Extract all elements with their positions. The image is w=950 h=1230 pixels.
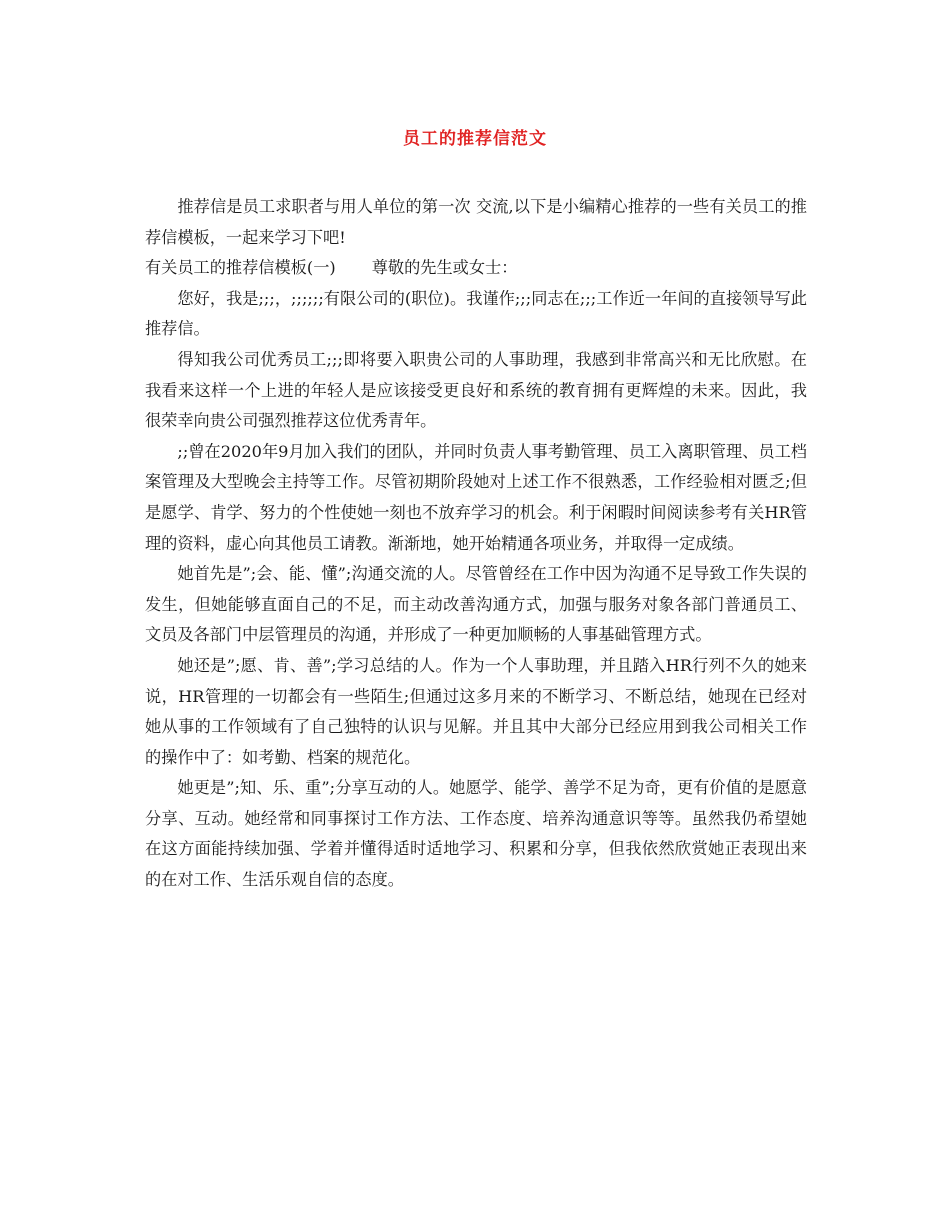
body-paragraph: 她还是”;愿、肯、善”;学习总结的人。作为一个人事助理，并且踏入HR行列不久的她来说，HR管理的一切都会有一些陌生;但通过这多月来的不断学习、不断总结，她现在已经对她从事的工作领域有了自己独特的认识与见解。并且其中大部分已经应用到我公司相关工作的操作中了：如考勤、档案的规范化。 [145,655,807,767]
template-heading: 有关员工的推荐信模板(一) [145,258,336,278]
body-paragraph: ;;曾在2020年9月加入我们的团队，并同时负责人事考勤管理、员工入离职管理、员工档案管理及大型晚会主持等工作。尽管初期阶段她对上述工作不很熟悉，工作经验相对匮乏;但是愿学、肯学、努力的个性使她一刻也不放弃学习的机会。利于闲暇时间阅读参考有关HR管理的资料，虚心向其他员工请教。渐渐地，她开始精通各项业务，并取得一定成绩。 [145,441,807,553]
body-paragraph: 她更是”;知、乐、重”;分享互动的人。她愿学、能学、善学不足为奇，更有价值的是愿意分享、互动。她经常和同事探讨工作方法、工作态度、培养沟通意识等等。虽然我仍希望她在这方面能持续加强、学着并懂得适时适地学习、积累和分享，但我依然欣赏她正表现出来的在对工作、生活乐观自信的态度。 [145,778,807,890]
body-paragraph: 得知我公司优秀员工;;;即将要入职贵公司的人事助理，我感到非常高兴和无比欣慰。在我看来这样一个上进的年轻人是应该接受更良好和系统的教育拥有更辉煌的未来。因此，我很荣幸向贵公司强烈推荐这位优秀青年。 [145,349,807,431]
intro-paragraph: 推荐信是员工求职者与用人单位的第一次 交流,以下是小编精心推荐的一些有关员工的推荐信模板，一起来学习下吧! [145,197,807,247]
document-title: 员工的推荐信范文 [403,129,547,149]
body-paragraph: 她首先是”;会、能、懂”;沟通交流的人。尽管曾经在工作中因为沟通不足导致工作失误的发生，但她能够直面自己的不足，而主动改善沟通方式，加强与服务对象各部门普通员工、文员及各部门中层管理员的沟通，并形成了一种更加顺畅的人事基础管理方式。 [145,564,807,645]
document-body [145,192,807,896]
template-heading-line [145,253,807,284]
salutation: 尊敬的先生或女士： [371,258,518,278]
body-paragraph: 您好，我是;;;，;;;;;;有限公司的(职位)。我谨作;;;同志在;;;工作近一年间的直接领导写此推荐信。 [145,288,807,339]
